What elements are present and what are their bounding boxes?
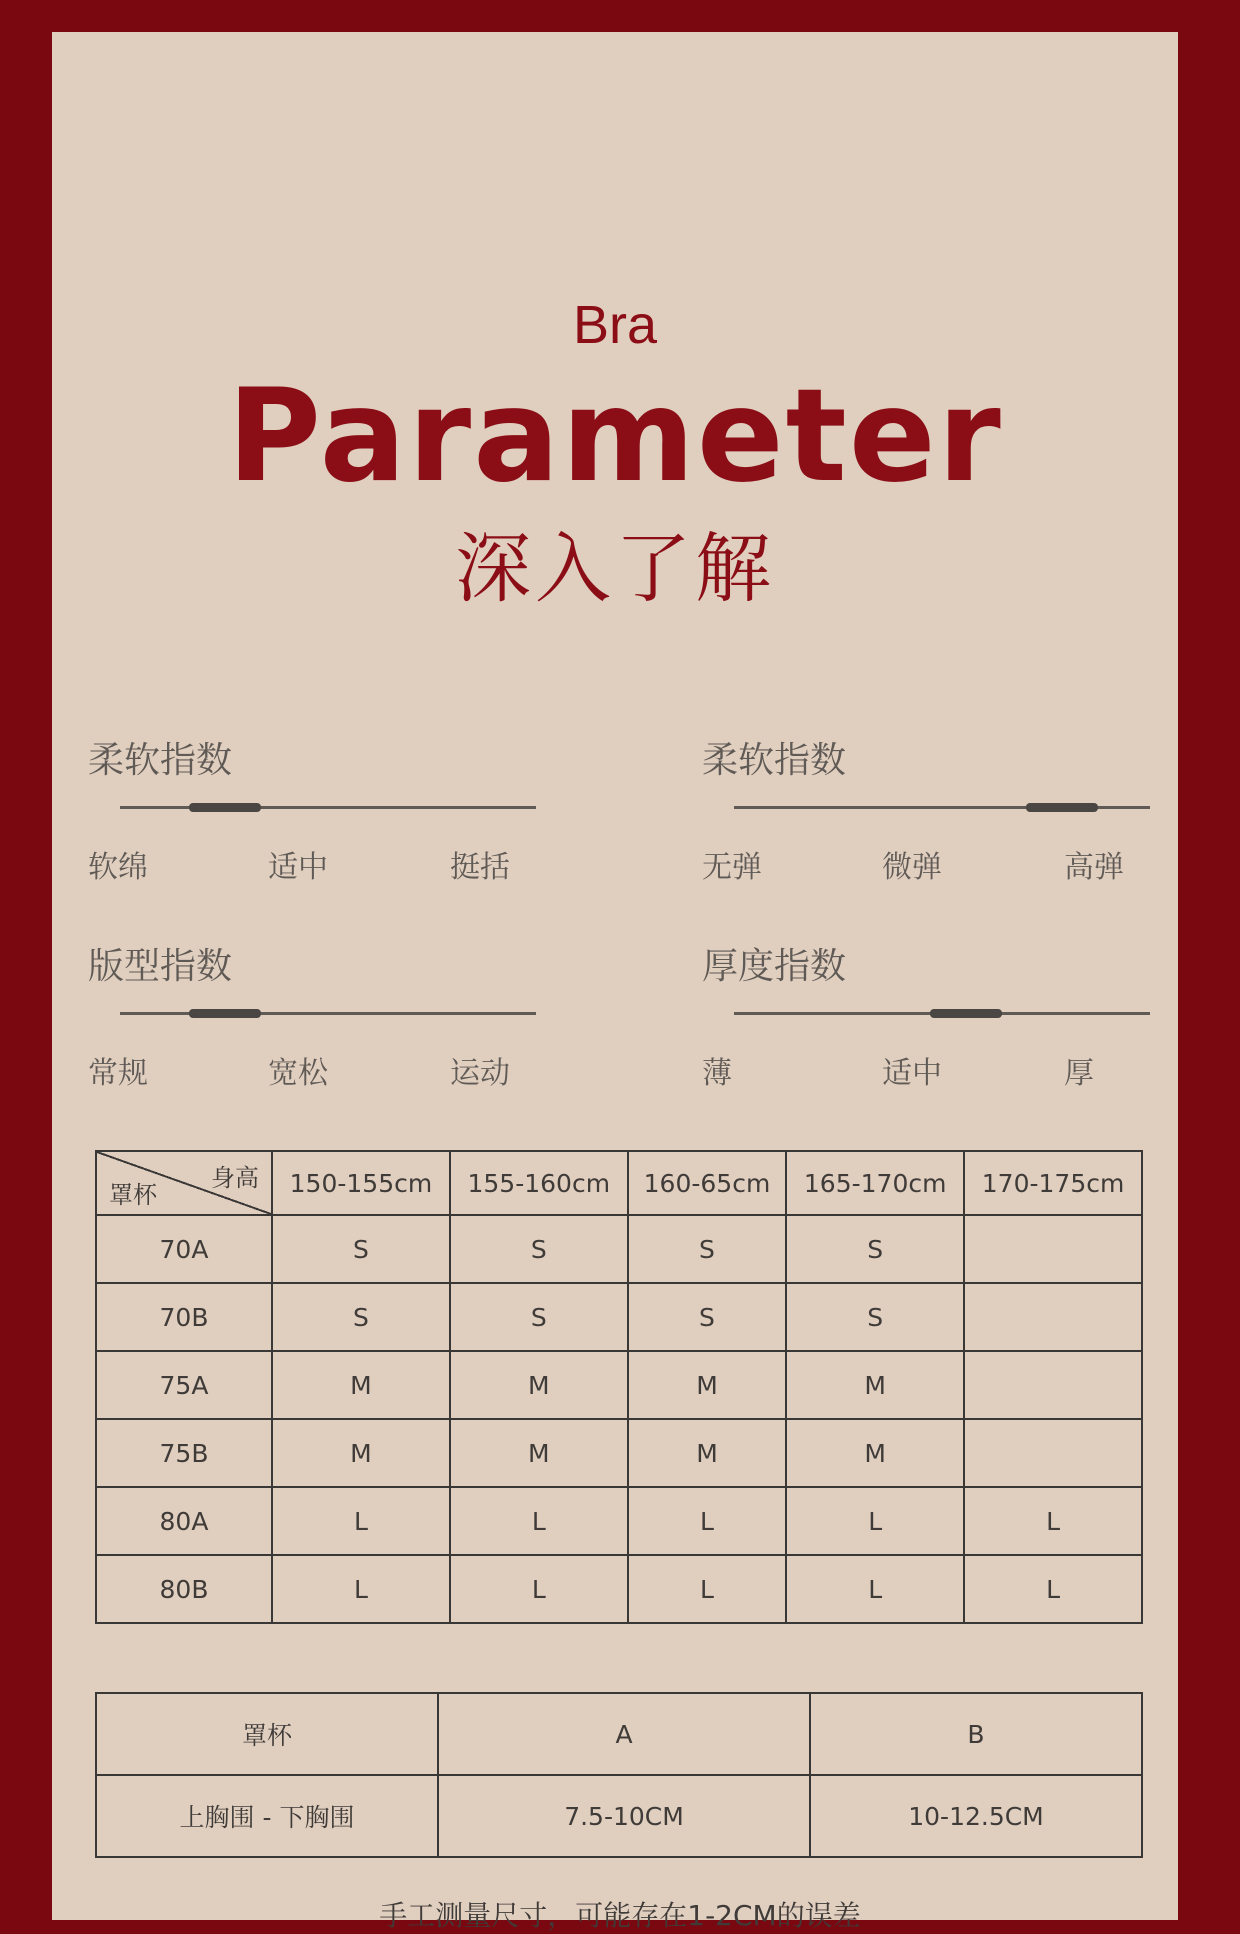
cup-header-cell: A [438, 1693, 810, 1775]
size-cell: M [272, 1351, 450, 1419]
size-cell: L [964, 1487, 1142, 1555]
size-cell: M [786, 1351, 964, 1419]
index-label-mid: 宽松 [268, 1056, 328, 1091]
size-cell: L [964, 1555, 1142, 1623]
table-row [96, 1215, 1142, 1283]
index-track [120, 1012, 536, 1015]
size-cell: L [786, 1487, 964, 1555]
index-title: 柔软指数 [88, 740, 233, 781]
table-header-row [96, 1151, 1142, 1215]
size-cell: M [628, 1419, 787, 1487]
size-cell: L [628, 1487, 787, 1555]
size-cell: L [272, 1555, 450, 1623]
size-cell: M [450, 1351, 628, 1419]
index-label-low: 软绵 [88, 850, 148, 885]
size-cell: M [272, 1419, 450, 1487]
corner-label-height: 身高 [211, 1164, 259, 1192]
size-cell [964, 1215, 1142, 1283]
size-cell: S [786, 1283, 964, 1351]
size-cell: S [272, 1215, 450, 1283]
index-label-mid: 微弹 [882, 850, 942, 885]
index-label-high: 挺括 [450, 850, 510, 885]
page-title-cn: 深入了解 [455, 524, 775, 613]
size-cell [964, 1283, 1142, 1351]
size-cell: S [272, 1283, 450, 1351]
index-label-low: 常规 [88, 1056, 148, 1091]
cup-table [95, 1692, 1143, 1858]
size-cell: S [628, 1215, 787, 1283]
column-header: 170-175cm [964, 1151, 1142, 1215]
table-row [96, 1351, 1142, 1419]
corner-label-cup: 罩杯 [109, 1181, 157, 1209]
size-cell [964, 1351, 1142, 1419]
index-title: 厚度指数 [702, 946, 847, 987]
size-cell: S [786, 1215, 964, 1283]
table-header-row [96, 1693, 1142, 1775]
paper-card [52, 32, 1178, 1920]
size-cell: S [450, 1283, 628, 1351]
cup-size-cell: 75B [96, 1419, 272, 1487]
index-track [734, 806, 1150, 809]
size-cell: L [786, 1555, 964, 1623]
cup-size-cell: 70A [96, 1215, 272, 1283]
index-label-high: 运动 [450, 1056, 510, 1091]
size-cell: M [786, 1419, 964, 1487]
size-table [95, 1150, 1143, 1624]
cup-header-cell: 罩杯 [96, 1693, 438, 1775]
size-cell: L [450, 1555, 628, 1623]
index-track [120, 806, 536, 809]
size-cell: M [450, 1419, 628, 1487]
index-label-high: 厚 [1064, 1056, 1094, 1091]
cup-size-cell: 80B [96, 1555, 272, 1623]
index-title: 柔软指数 [702, 740, 847, 781]
index-label-low: 薄 [702, 1056, 732, 1091]
cup-row-value: 10-12.5CM [810, 1775, 1142, 1857]
size-cell: S [450, 1215, 628, 1283]
corner-cell [96, 1151, 272, 1215]
index-label-mid: 适中 [882, 1056, 942, 1091]
column-header: 165-170cm [786, 1151, 964, 1215]
column-header: 155-160cm [450, 1151, 628, 1215]
table-row [96, 1775, 1142, 1857]
cup-row-value: 7.5-10CM [438, 1775, 810, 1857]
page-subtitle: Bra [572, 295, 658, 355]
measurement-note: 手工测量尺寸，可能存在1-2CM的误差 [379, 1899, 861, 1932]
index-marker [930, 1009, 1002, 1018]
size-cell: L [450, 1487, 628, 1555]
index-label-high: 高弹 [1064, 850, 1124, 885]
index-label-mid: 适中 [268, 850, 328, 885]
cup-header-cell: B [810, 1693, 1142, 1775]
cup-size-cell: 70B [96, 1283, 272, 1351]
table-row [96, 1555, 1142, 1623]
index-marker [189, 1009, 261, 1018]
cup-size-cell: 75A [96, 1351, 272, 1419]
page-title: Parameter [227, 362, 1003, 511]
column-header: 160-65cm [628, 1151, 787, 1215]
index-marker [189, 803, 261, 812]
table-row [96, 1283, 1142, 1351]
size-cell [964, 1419, 1142, 1487]
index-marker [1026, 803, 1098, 812]
index-title: 版型指数 [88, 946, 233, 987]
index-track [734, 1012, 1150, 1015]
table-row [96, 1487, 1142, 1555]
column-header: 150-155cm [272, 1151, 450, 1215]
table-row [96, 1419, 1142, 1487]
size-cell: L [272, 1487, 450, 1555]
size-cell: L [628, 1555, 787, 1623]
cup-row-label: 上胸围 - 下胸围 [96, 1775, 438, 1857]
cup-size-cell: 80A [96, 1487, 272, 1555]
index-label-low: 无弹 [702, 850, 762, 885]
size-cell: S [628, 1283, 787, 1351]
size-cell: M [628, 1351, 787, 1419]
